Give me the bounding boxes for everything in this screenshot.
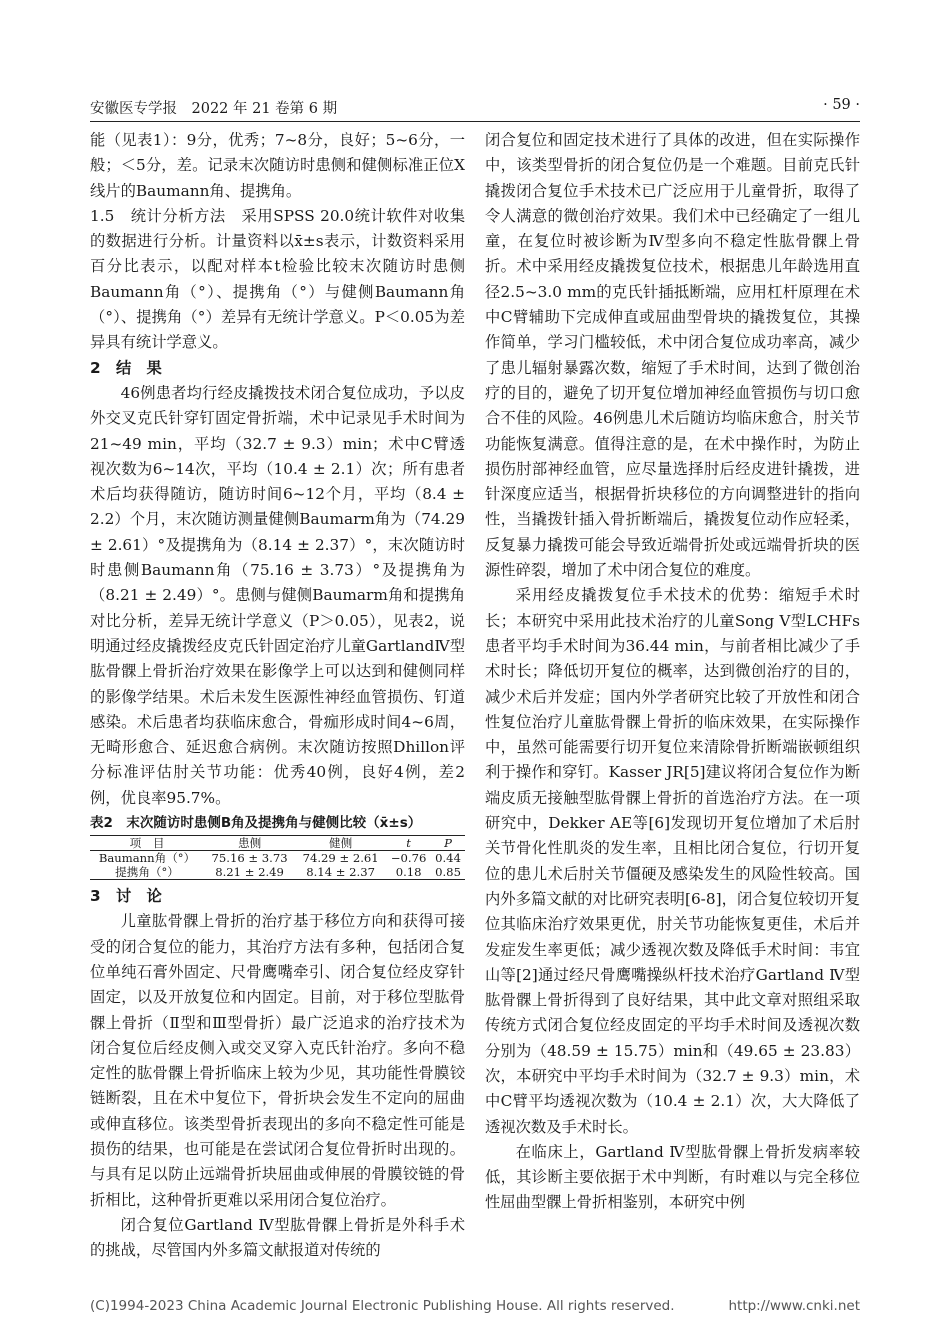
paragraph-right-3: 在临床上，Gartland Ⅳ型肱骨髁上骨折发病率较低，其诊断主要依据于术中判断，有时难以与完全移位性屈曲型髁上骨折相鉴别，本研究中例 (485, 1142, 860, 1212)
table-cell: 74.29 ± 2.61 (302, 851, 379, 866)
paragraph-discussion-2: 闭合复位Gartland Ⅳ型肱骨髁上骨折是外科手术的挑战，尽管国内外多篇文献报道对传统的 (90, 1215, 465, 1260)
paragraph-statistics: 1.5 统计分析方法 采用SPSS 20.0统计软件对收集的数据进行分析。计量资料以x̄±s表示，计数资料采用百分比表示，以配对样本t检验比较末次随访时患侧Baumann角（°）、提携角（°）与健侧Baumann角（°）、提携角（°）差异有无统计学意义。P＜0.05为差异具有统计学意义。 (90, 206, 465, 352)
page-number: · 59 · (823, 97, 860, 113)
table-cell: 0.18 (395, 865, 422, 880)
table-header-cell: 项 目 (129, 836, 165, 851)
table-header-row (90, 836, 465, 851)
footer-url: http://www.cnki.net (728, 1298, 860, 1314)
table-cell: −0.76 (390, 851, 427, 866)
table-cell: 8.14 ± 2.37 (306, 865, 375, 880)
page-footer (90, 1298, 860, 1314)
table-cell: Baumann角（°） (98, 851, 196, 866)
paragraph-results: 46例患者均行经皮撬拨技术闭合复位成功，予以皮外交叉克氏针穿钉固定骨折端，术中记录见手术时间为21~49 min，平均（32.7 ± 9.3）min；术中C臂透视次数为6~14次，平均（10.4 ± 2.1）次；所有患者术后均获得随访，随访时间6~12个月，平均（8.4 ± 2.2）个月，末次随访测量健侧Baumarm角为（74.29 ± 2.61）°及提携角为（8.14 ± 2.37）°，末次随访时时患侧Baumann角（75.16 ± 3.73）°及提携角为（8.21 ± 2.49）°。患侧与健侧Baumarm角和提携角对比分析，差异无统计学意义（P＞0.05），见表2，说明通过经皮撬拨经皮克氏针固定治疗儿童GartlandⅣ型肱骨髁上骨折治疗效果在影像学上可以达到和健侧同样的影像学结果。术后未发生医源性神经血管损伤、钉道感染。术后患者均获临床愈合，骨痂形成时间4~6周，无畸形愈合、延迟愈合病例。末次随访按照Dhillon评分标准评估肘关节功能：优秀40例，良好4例，差2例，优良率95.7%。 (90, 383, 465, 807)
journal-title: 安徽医专学报 2022 年 21 卷第 6 期 (90, 101, 338, 117)
copyright-notice: (C)1994-2023 China Academic Journal Electronic Publishing House. All rights reserved. (90, 1298, 675, 1314)
table-caption: 表2 末次随访时患侧B角及提携角与健侧比较（x̄±s） (90, 815, 422, 832)
heading-discussion: 3 讨 论 (90, 887, 162, 906)
paragraph-discussion-1: 儿童肱骨髁上骨折的治疗基于移位方向和获得可接受的闭合复位的能力，其治疗方法有多种，包括闭合复位单纯石膏外固定、尺骨鹰嘴牵引、闭合复位经皮穿针固定，以及开放复位和内固定。目前，对于移位型肱骨髁上骨折（Ⅱ型和Ⅲ型骨折）最广泛追求的治疗技术为闭合复位后经皮侧入或交叉穿入克氏针治疗。多向不稳定性的肱骨髁上骨折临床上较为少见，其功能性骨膜铰链断裂，且在术中复位下，骨折块会发生不定向的屈曲或伸直移位。该类型骨折表现出的多向不稳定性可能是损伤的结果，也可能是在尝试闭合复位骨折时出现的。与具有足以防止远端骨折块屈曲或伸展的骨膜铰链的骨折相比，这种骨折更难以采用闭合复位治疗。 (90, 912, 465, 1209)
table-header-cell: P (444, 836, 452, 851)
paragraph-right-2: 采用经皮撬拨复位手术技术的优势：缩短手术时长；本研究中采用此技术治疗的儿童Song Ⅴ型LCHFs患者平均手术时间为36.44 min，与前者相比减少了手术时长；降低切开复位的概率，达到微创治疗的目的，减少术后并发症；国内外学者研究比较了开放性和闭合性复位治疗儿童肱骨髁上骨折的临床效果，在实际操作中，虽然可能需要行切开复位来清除骨折断端嵌顿组织利于操作和穿钉。Kasser JR[5]建议将闭合复位作为断端皮质无接触型肱骨髁上骨折的首选治疗方法。在一项研究中，Dekker AE等[6]发现切开复位增加了术后肘关节骨化性肌炎的发生率，且相比闭合复位，行切开复位的患儿术后肘关节僵硬及感染发生的风险性较高。国内外多篇文献的对比研究表明[6-8]，闭合复位较切开复位其临床治疗效果更优，肘关节功能恢复更佳，术后并发症发生率更低；减少透视次数及降低手术时间：韦宜山等[2]通过经尺骨鹰嘴操纵杆技术治疗Gartland Ⅳ型肱骨髁上骨折得到了良好结果，其中此文章对照组采取传统方式闭合复位经皮固定的平均手术时间及透视次数分别为（48.59 ± 15.75）min和（49.65 ± 23.83）次，本研究中平均手术时间为（32.7 ± 9.3）min，术中C臂平均透视次数为（10.4 ± 2.1）次，大大降低了透视次数及手术时长。 (485, 586, 860, 1136)
paragraph-right-1: 闭合复位和固定技术进行了具体的改进，但在实际操作中，该类型骨折的闭合复位仍是一个难题。目前克氏针撬拨闭合复位手术技术已广泛应用于儿童骨折，取得了令人满意的微创治疗效果。我们术中已经确定了一组儿童，在复位时被诊断为Ⅳ型多向不稳定性肱骨髁上骨折。术中采用经皮撬拨复位技术，根据患儿年龄选用直径2.5~3.0 mm的克氏针插抵断端，应用杠杆原理在术中C臂辅助下完成伸直或屈曲型骨块的撬拨复位，其操作简单，学习门槛较低，术中闭合复位成功率高，减少了患儿辐射暴露次数，缩短了手术时间，达到了微创治疗的目的，避免了切开复位增加神经血管损伤与切口愈合不佳的风险。46例患儿术后随访均临床愈合，肘关节功能恢复满意。值得注意的是，在术中操作时，为防止损伤肘部神经血管，应尽量选择肘后经皮进针撬拨，进针深度应适当，根据骨折块移位的方向调整进针的指向性，当撬拨针插入骨折断端后，撬拨复位动作应轻柔，反复暴力撬拨可能会导致近端骨折处或远端骨折块的医源性碎裂，增加了术中闭合复位的难度。 (485, 131, 860, 580)
header-rule (90, 121, 860, 122)
right-column (485, 128, 860, 1216)
table-header-cell: 患侧 (237, 836, 262, 851)
table-cell: 提携角（°） (115, 865, 179, 880)
running-header (90, 97, 860, 117)
table-cell: 8.21 ± 2.49 (215, 865, 284, 880)
heading-results: 2 结 果 (90, 358, 162, 377)
table-cell: 0.85 (435, 865, 461, 880)
paragraph-grading: 能（见表1）：9分，优秀；7~8分，良好；5~6分，一般；＜5分，差。记录末次随访时患侧和健侧标准正位X线片的Baumann角、提携角。 (90, 131, 465, 200)
table-row (90, 851, 465, 866)
table-cell: 0.44 (435, 851, 461, 866)
table-header-cell: 健侧 (329, 836, 353, 851)
left-column (90, 128, 465, 1263)
table-cell: 75.16 ± 3.73 (211, 851, 288, 866)
results-table (90, 835, 465, 880)
table-header-cell: t (406, 836, 411, 851)
table-row (90, 865, 465, 880)
